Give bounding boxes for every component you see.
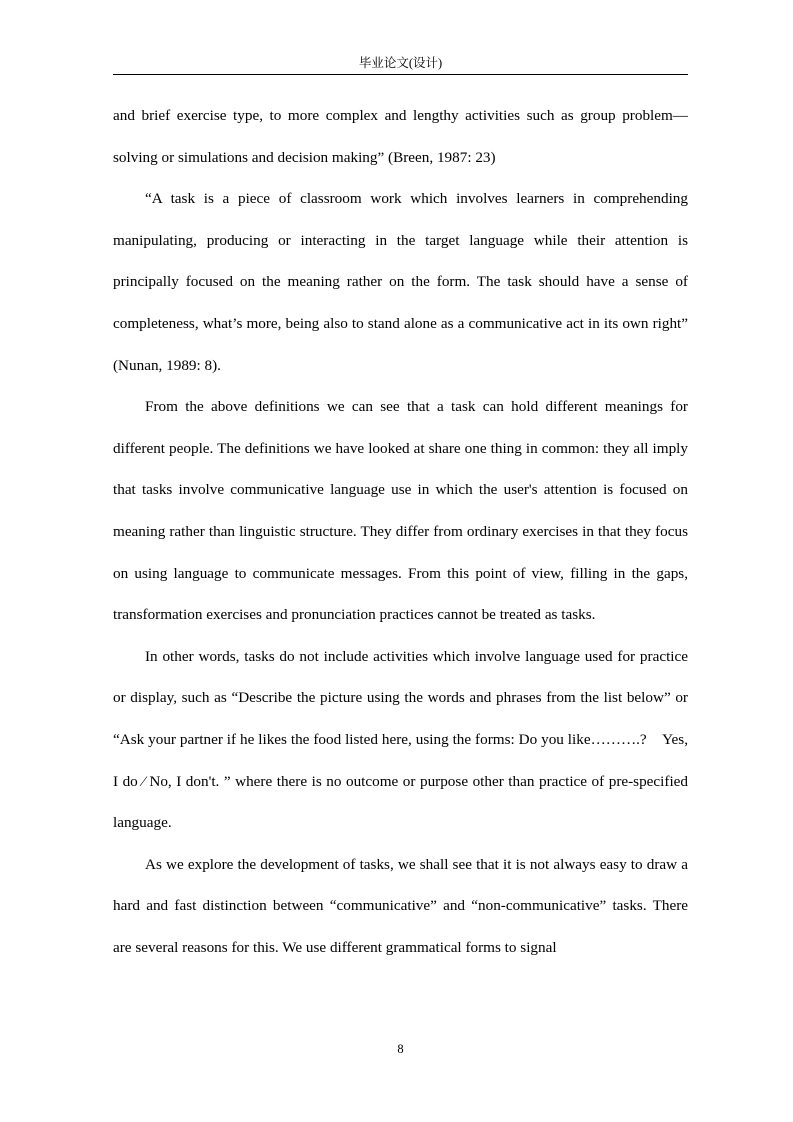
paragraph-development: As we explore the development of tasks, we shall see that it is not always easy to draw a hard and fast distinction between “communicative” and “non-communicative” tasks. There are several reasons for this. We use different grammatical forms to signal: [113, 855, 688, 956]
document-body: [113, 95, 688, 968]
paragraph-other-words: In other words, tasks do not include activities which involve language used for practice or display, such as “Describe the picture using the words and phrases from the list below” or “Ask your partner if he likes the food listed here, using the forms: Do you like……….? Yes, I do ⁄ No, I don't. ” where there is no outcome or purpose other than practice of pre-specified language.: [113, 647, 688, 832]
paragraph-continuation: and brief exercise type, to more complex and lengthy activities such as group problem—solving or simulations and decision making” (Breen, 1987: 23): [113, 107, 688, 166]
header-divider: [113, 74, 688, 75]
page-number: 8: [397, 1042, 404, 1056]
page-header: 毕业论文(设计): [358, 56, 443, 70]
paragraph-definitions: From the above definitions we can see that a task can hold different meanings for different people. The definitions we have looked at share one thing in common: they all imply that tasks involve communicative language use in which the user's attention is focused on meaning rather than linguistic structure. They differ from ordinary exercises in that they focus on using language to communicate messages. From this point of view, filling in the gaps, transformation exercises and pronunciation practices cannot be treated as tasks.: [113, 398, 688, 624]
paragraph-nunan-quote: “A task is a piece of classroom work which involves learners in comprehending manipulating, producing or interacting in the target language while their attention is principally focused on the meaning rather on the form. The task should have a sense of completeness, what’s more, being also to stand alone as a communicative act in its own right” (Nunan, 1989: 8).: [113, 190, 688, 374]
